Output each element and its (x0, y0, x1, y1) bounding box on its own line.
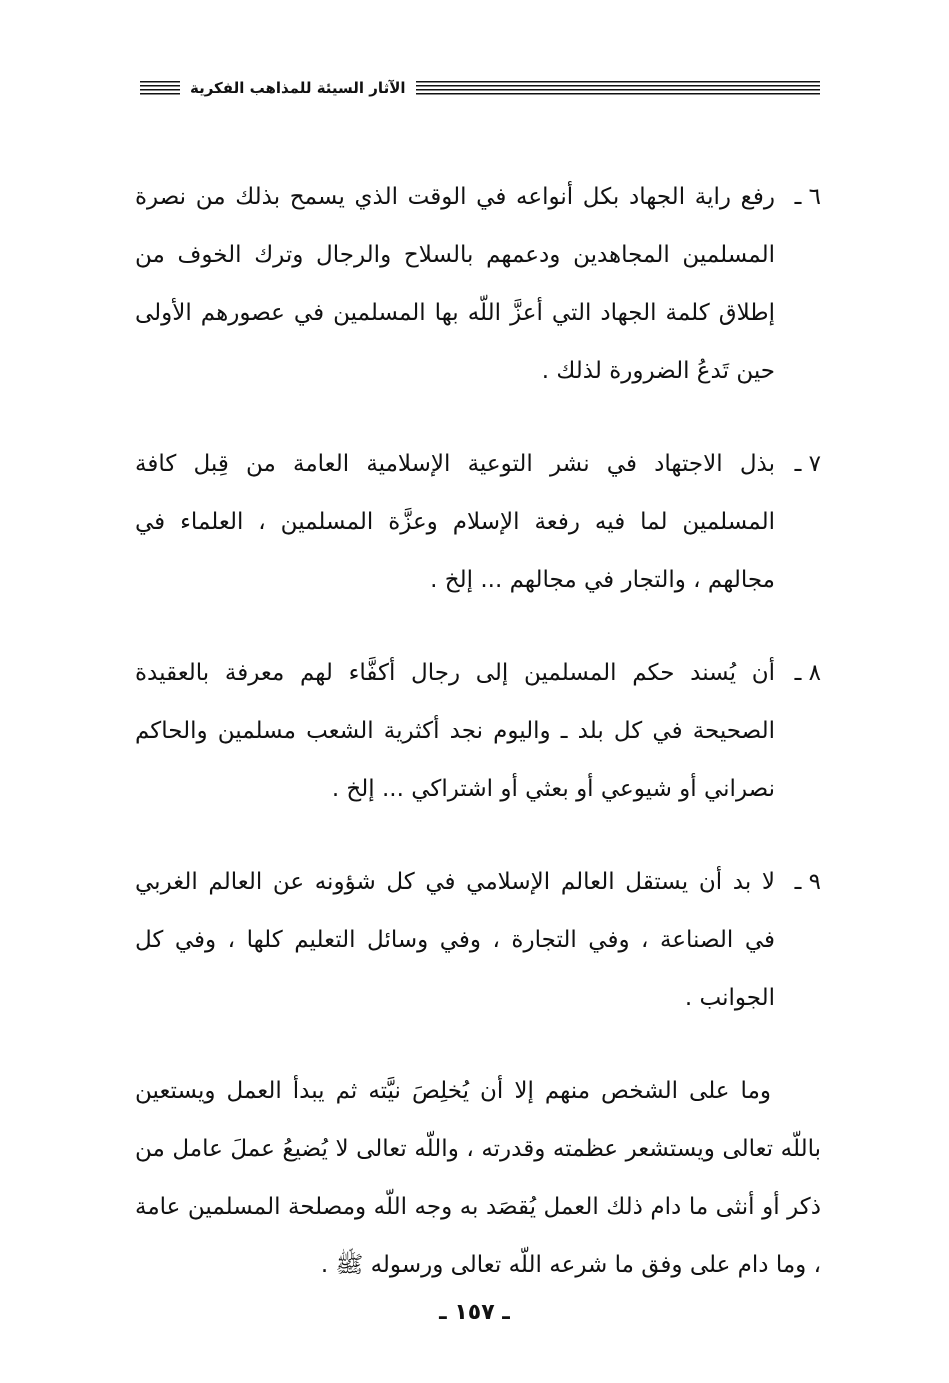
header-rule-right (416, 81, 820, 95)
item-text: رفع راية الجهاد بكل أنواعه في الوقت الذي يسمح بذلك من نصرة المسلمين المجاهدين ودعمهم بالسلاح والرجال وترك الخوف من إطلاق كلمة الجهاد التي أعزَّ اللّه بها المسلمين في عصورهم الأولى حين تَدعُ الضرورة لذلك . (135, 184, 775, 384)
closing-paragraph: وما على الشخص منهم إلا أن يُخلِصَ نيَّته ثم يبدأ العمل ويستعين باللّه تعالى ويستشعر عظمته وقدرته ، واللّه تعالى لا يُضيعُ عملَ عامل من ذكر أو أنثى ما دام ذلك العمل يُقصَد به وجه اللّه ومصلحة المسلمين عامة ، وما دام على وفق ما شرعه اللّه تعالى ورسوله ﷺ . (135, 1078, 821, 1278)
header-rule-left (140, 81, 180, 95)
page-number: ـ ١٥٧ ـ (439, 1300, 510, 1325)
item-text: أن يُسند حكم المسلمين إلى رجال أكفَّاء لهم معرفة بالعقيدة الصحيحة في كل بلد ـ واليوم نجد أكثرية الشعب مسلمين والحاكم نصراني أو شيوعي أو بعثي أو اشتراكي ... إلخ . (135, 660, 775, 802)
item-number: ٨ ـ (794, 660, 821, 686)
item-number: ٦ ـ (794, 184, 821, 210)
page-body (135, 168, 821, 1317)
list-item (135, 435, 821, 609)
item-text: بذل الاجتهاد في نشر التوعية الإسلامية العامة من قِبل كافة المسلمين لما فيه رفعة الإسلام وعزَّة المسلمين ، العلماء في مجالهم ، والتجار في مجالهم ... إلخ . (135, 451, 775, 593)
item-text: لا بد أن يستقل العالم الإسلامي في كل شؤونه عن العالم الغربي في الصناعة ، وفي التجارة ، وفي وسائل التعليم كلها ، وفي كل الجوانب . (135, 869, 775, 1011)
item-number: ٩ ـ (794, 869, 821, 895)
running-header (140, 74, 820, 102)
list-item (135, 644, 821, 818)
list-item (135, 168, 821, 400)
item-number: ٧ ـ (794, 451, 821, 477)
list-item (135, 853, 821, 1027)
running-title: الآثار السيئة للمذاهب الفكرية (190, 79, 406, 97)
